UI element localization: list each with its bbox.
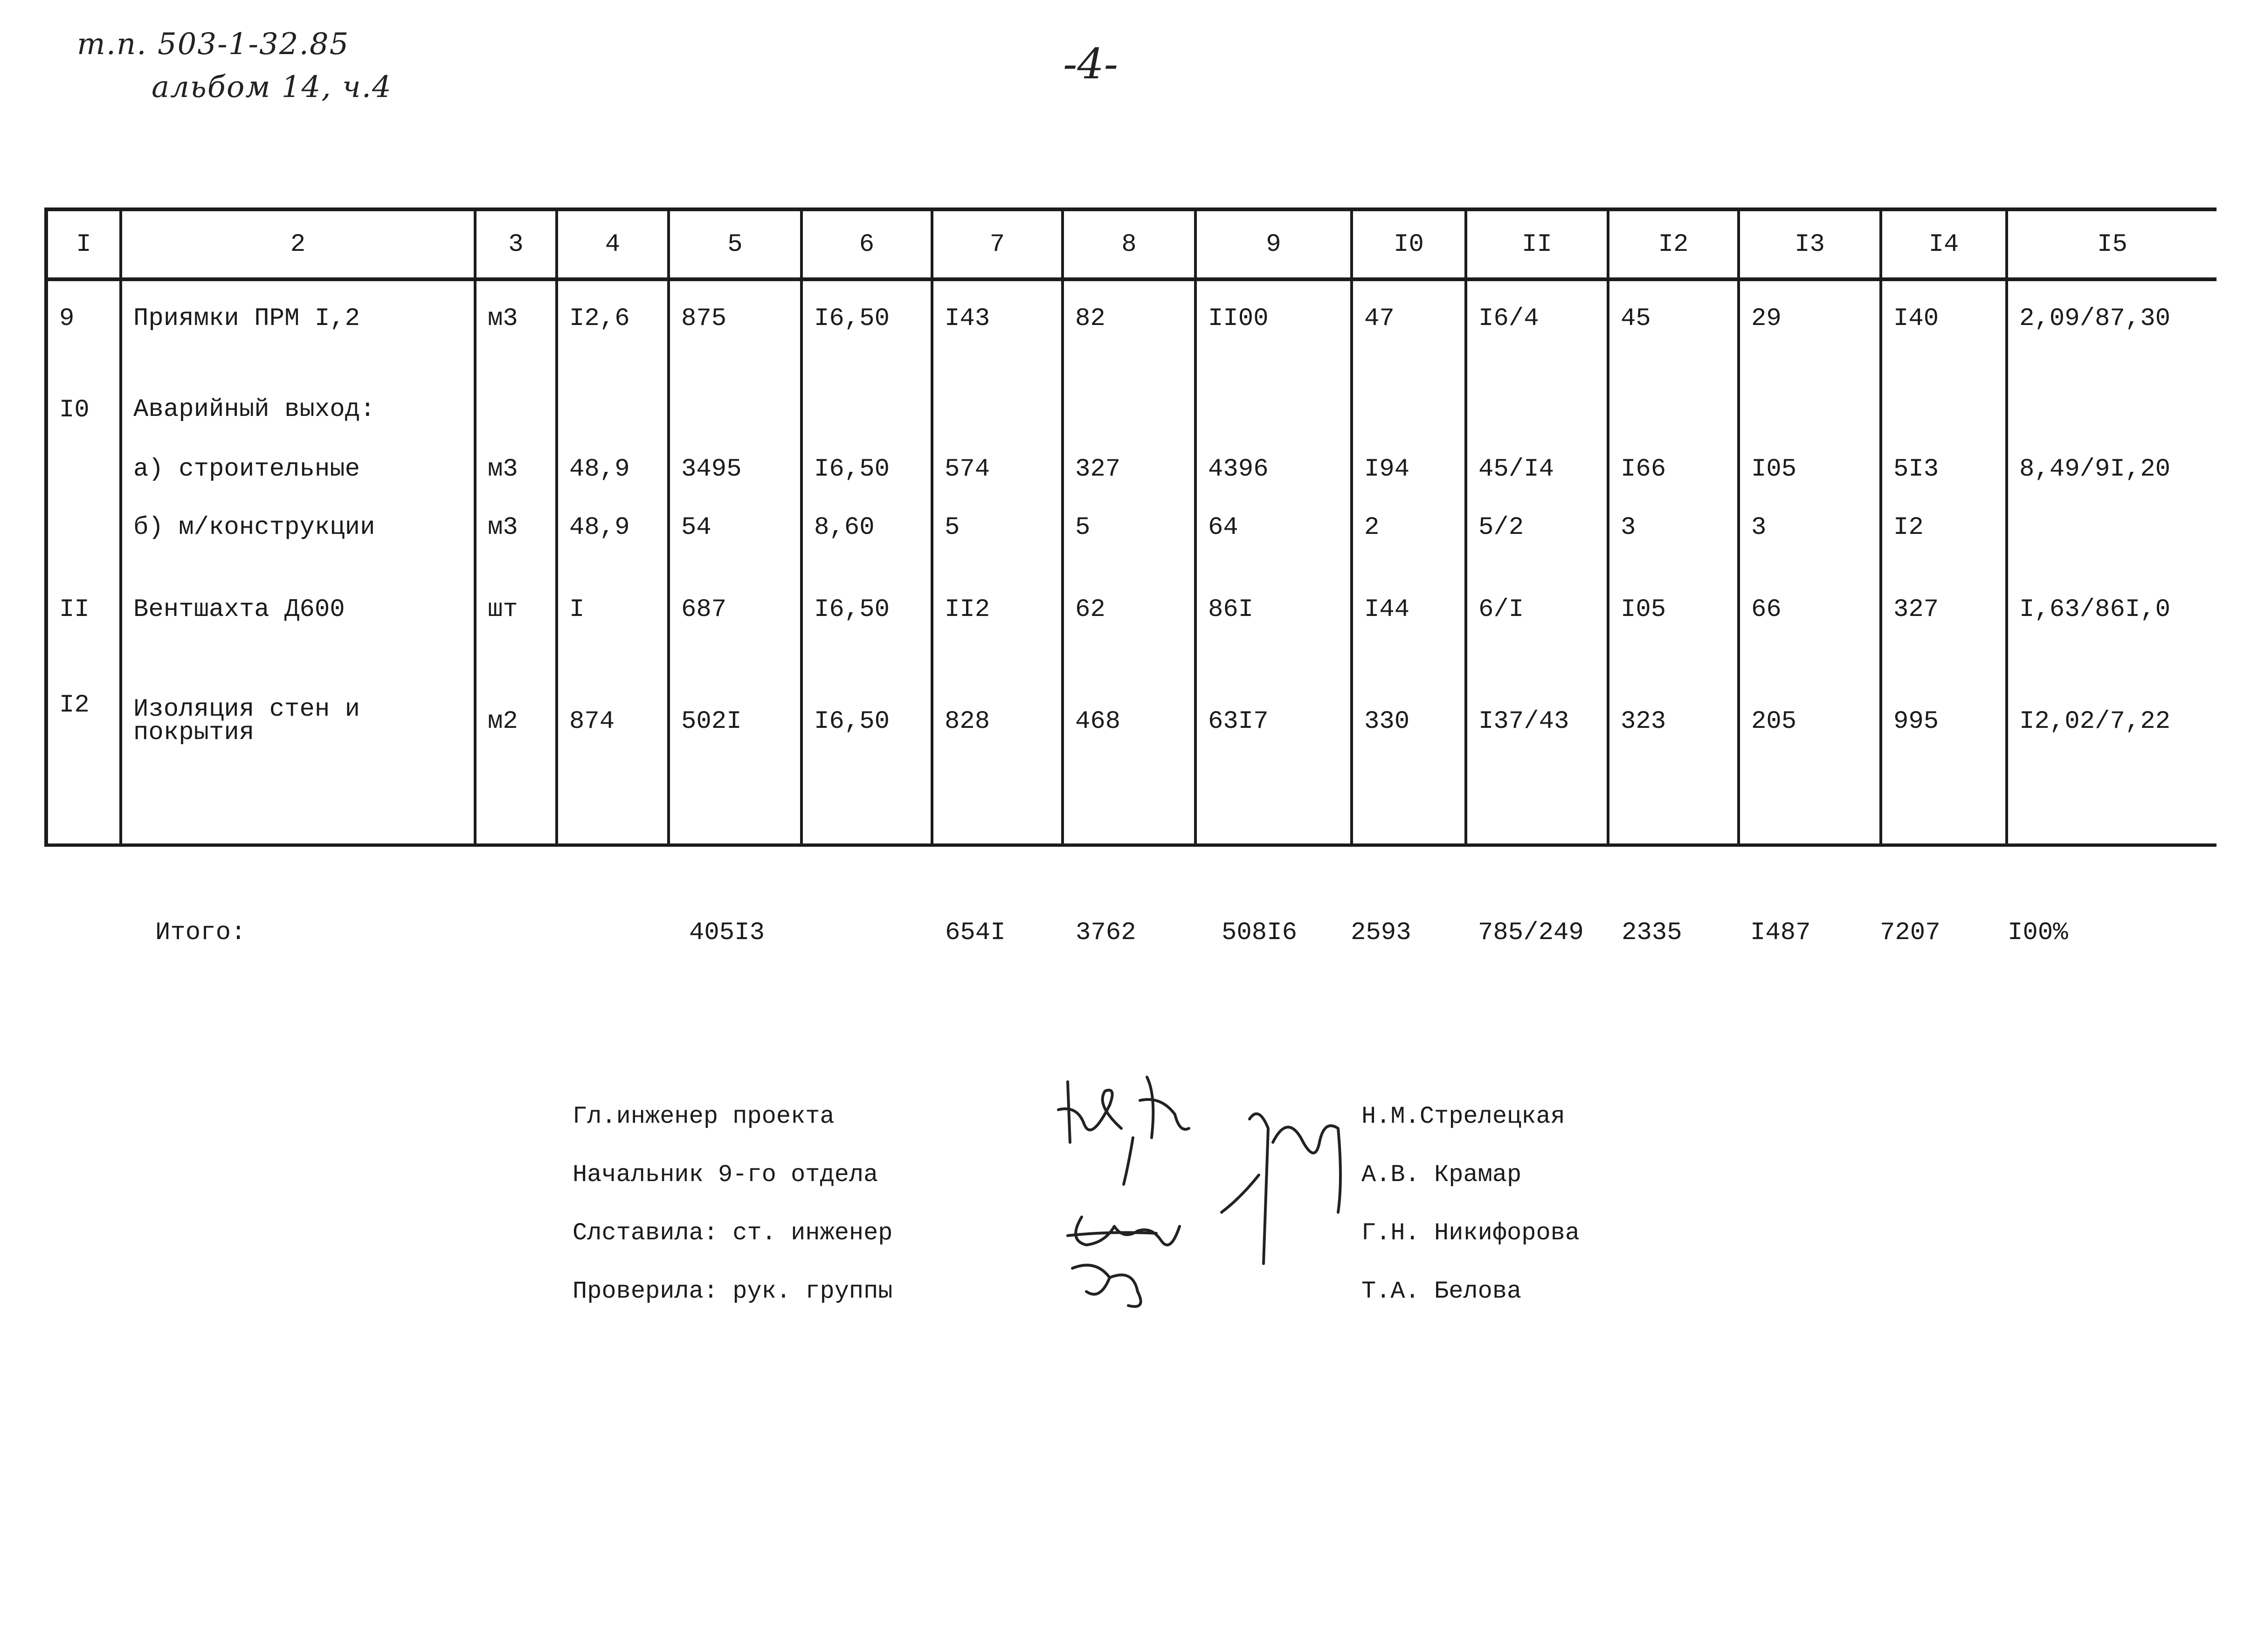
row-number: 9 — [46, 279, 121, 373]
table-cell: I05 — [1608, 572, 1739, 668]
item-name — [121, 668, 475, 845]
document-reference: т.п. 503-1-32.85 — [77, 27, 350, 62]
table-cell — [557, 373, 669, 572]
table-cell: I2,02/7,22 — [2007, 668, 2217, 845]
totals-row — [0, 919, 2258, 956]
subitem-value: 5 — [945, 513, 960, 542]
subitem-value: 4396 — [1208, 455, 1269, 484]
column-header: II — [1466, 209, 1608, 279]
subitem-unit: м3 — [488, 455, 518, 484]
column-header: 9 — [1195, 209, 1352, 279]
column-header: I — [46, 209, 121, 279]
totals-label: Итого: — [155, 919, 246, 947]
unit-cell: м3 — [475, 279, 557, 373]
table-cell: I6,50 — [801, 279, 932, 373]
table-cell — [1881, 373, 2007, 572]
subitem-value: 48,9 — [569, 513, 630, 542]
item-name — [121, 373, 475, 572]
table-cell: 205 — [1739, 668, 1881, 845]
table-cell: 47 — [1352, 279, 1466, 373]
subitem-value: 5/2 — [1478, 513, 1524, 542]
table-cell — [1352, 373, 1466, 572]
table-cell: I6,50 — [801, 572, 932, 668]
table-cell: I40 — [1881, 279, 2007, 373]
total-value: 654I — [945, 919, 1006, 947]
subitem-value — [2019, 514, 2217, 572]
column-header: 2 — [121, 209, 475, 279]
subitem-value: 3 — [1621, 513, 1636, 542]
table-row — [46, 373, 2217, 572]
subitem-value: I05 — [1751, 455, 1797, 484]
table-cell: I — [557, 572, 669, 668]
table-cell: 66 — [1739, 572, 1881, 668]
total-value: 2335 — [1622, 919, 1682, 947]
page-number: -4- — [1063, 40, 1119, 89]
table-cell: 327 — [1881, 572, 2007, 668]
table-cell: 82 — [1063, 279, 1195, 373]
total-value: 2593 — [1351, 919, 1411, 947]
table-cell — [1466, 373, 1608, 572]
table-cell: I6/4 — [1466, 279, 1608, 373]
column-header: 5 — [669, 209, 801, 279]
subitem-value: 2 — [1364, 513, 1380, 542]
column-header: I4 — [1881, 209, 2007, 279]
item-name: Приямки ПРМ I,2 — [121, 279, 475, 373]
table-cell: I,63/86I,0 — [2007, 572, 2217, 668]
table-cell — [1739, 373, 1881, 572]
unit-cell: м2 — [475, 668, 557, 845]
group-title: Аварийный выход: — [133, 395, 375, 424]
subitem-value: 48,9 — [569, 455, 630, 484]
signatory-role: Проверила: рук. группы — [573, 1278, 893, 1305]
table-cell: 63I7 — [1195, 668, 1352, 845]
subitem-value: 5I3 — [1893, 455, 1939, 484]
unit-cell: шт — [475, 572, 557, 668]
total-value: 3762 — [1076, 919, 1136, 947]
subitem-value: I94 — [1364, 455, 1410, 484]
subitem-value: 3495 — [681, 455, 742, 484]
item-name: Вентшахта Д600 — [121, 572, 475, 668]
subitem-value: I66 — [1621, 455, 1666, 484]
signatory-role: Гл.инженер проекта — [573, 1103, 835, 1130]
subitem-value: 54 — [681, 513, 711, 542]
column-header: 3 — [475, 209, 557, 279]
row-number: II — [46, 572, 121, 668]
table-row — [46, 572, 2217, 668]
subitem-name: б) м/конструкции — [133, 513, 375, 542]
column-header: 6 — [801, 209, 932, 279]
table-cell — [801, 373, 932, 572]
table-cell — [932, 373, 1063, 572]
table-cell: 330 — [1352, 668, 1466, 845]
signatory-name: А.В. Крамар — [1361, 1161, 1522, 1189]
table-cell: 62 — [1063, 572, 1195, 668]
column-header: I2 — [1608, 209, 1739, 279]
row-number: I0 — [46, 373, 121, 572]
table-row — [46, 279, 2217, 373]
table-cell: 874 — [557, 668, 669, 845]
subitem-value: 45/I4 — [1478, 455, 1554, 484]
table-cell: 875 — [669, 279, 801, 373]
item-name-text: Изоляция стен и покрытия — [133, 695, 360, 747]
handwritten-signatures — [1040, 1058, 1366, 1320]
total-value: 508I6 — [1222, 919, 1298, 947]
subitem-value: 64 — [1208, 513, 1238, 542]
signatory-role: Начальник 9-го отдела — [573, 1161, 878, 1189]
subitem-value: I6,50 — [814, 455, 890, 484]
column-header: 4 — [557, 209, 669, 279]
signatory-role: Слставила: ст. инженер — [573, 1219, 893, 1247]
table-cell — [1063, 373, 1195, 572]
table-cell: I44 — [1352, 572, 1466, 668]
subitem-value: I2 — [1893, 513, 1924, 542]
row-number: I2 — [46, 668, 121, 845]
subitem-value: 327 — [1075, 455, 1121, 484]
table-cell: 687 — [669, 572, 801, 668]
table-cell: 502I — [669, 668, 801, 845]
cost-table — [44, 207, 2217, 847]
column-header: 7 — [932, 209, 1063, 279]
table-cell: 323 — [1608, 668, 1739, 845]
table-cell — [1195, 373, 1352, 572]
column-header: I5 — [2007, 209, 2217, 279]
table-cell: 29 — [1739, 279, 1881, 373]
subitem-value: 574 — [945, 455, 990, 484]
album-reference: альбом 14, ч.4 — [152, 70, 392, 104]
total-value: I487 — [1750, 919, 1811, 947]
table-row — [46, 668, 2217, 845]
table-cell: I2,6 — [557, 279, 669, 373]
table-header-row — [46, 209, 2217, 279]
table-cell: 2,09/87,30 — [2007, 279, 2217, 373]
signatory-name: Г.Н. Никифорова — [1361, 1219, 1580, 1247]
subitem-value: 8,49/9I,20 — [2019, 455, 2171, 484]
table-cell: 45 — [1608, 279, 1739, 373]
table-cell: 468 — [1063, 668, 1195, 845]
table-cell: I6,50 — [801, 668, 932, 845]
table-cell: 86I — [1195, 572, 1352, 668]
subitem-value: 8,60 — [814, 513, 875, 542]
total-value: 405I3 — [689, 919, 765, 947]
table-cell — [2007, 373, 2217, 572]
table-cell — [669, 373, 801, 572]
table-cell: 995 — [1881, 668, 2007, 845]
table-cell: II2 — [932, 572, 1063, 668]
table-cell: 6/I — [1466, 572, 1608, 668]
subitem-name: а) строительные — [133, 455, 360, 484]
table-cell — [1608, 373, 1739, 572]
column-header: I0 — [1352, 209, 1466, 279]
signatory-name: Н.М.Стрелецкая — [1361, 1103, 1565, 1130]
total-value: 785/249 — [1478, 919, 1584, 947]
subitem-value: 5 — [1075, 513, 1091, 542]
table-cell: 828 — [932, 668, 1063, 845]
subitem-value: 3 — [1751, 513, 1767, 542]
unit-cell — [475, 373, 557, 572]
table-cell: I43 — [932, 279, 1063, 373]
table-cell: I37/43 — [1466, 668, 1608, 845]
total-value: 7207 — [1880, 919, 1940, 947]
total-value: I00% — [2008, 919, 2068, 947]
table-cell: II00 — [1195, 279, 1352, 373]
column-header: I3 — [1739, 209, 1881, 279]
column-header: 8 — [1063, 209, 1195, 279]
subitem-unit: м3 — [488, 513, 518, 542]
signatory-name: Т.А. Белова — [1361, 1278, 1522, 1305]
